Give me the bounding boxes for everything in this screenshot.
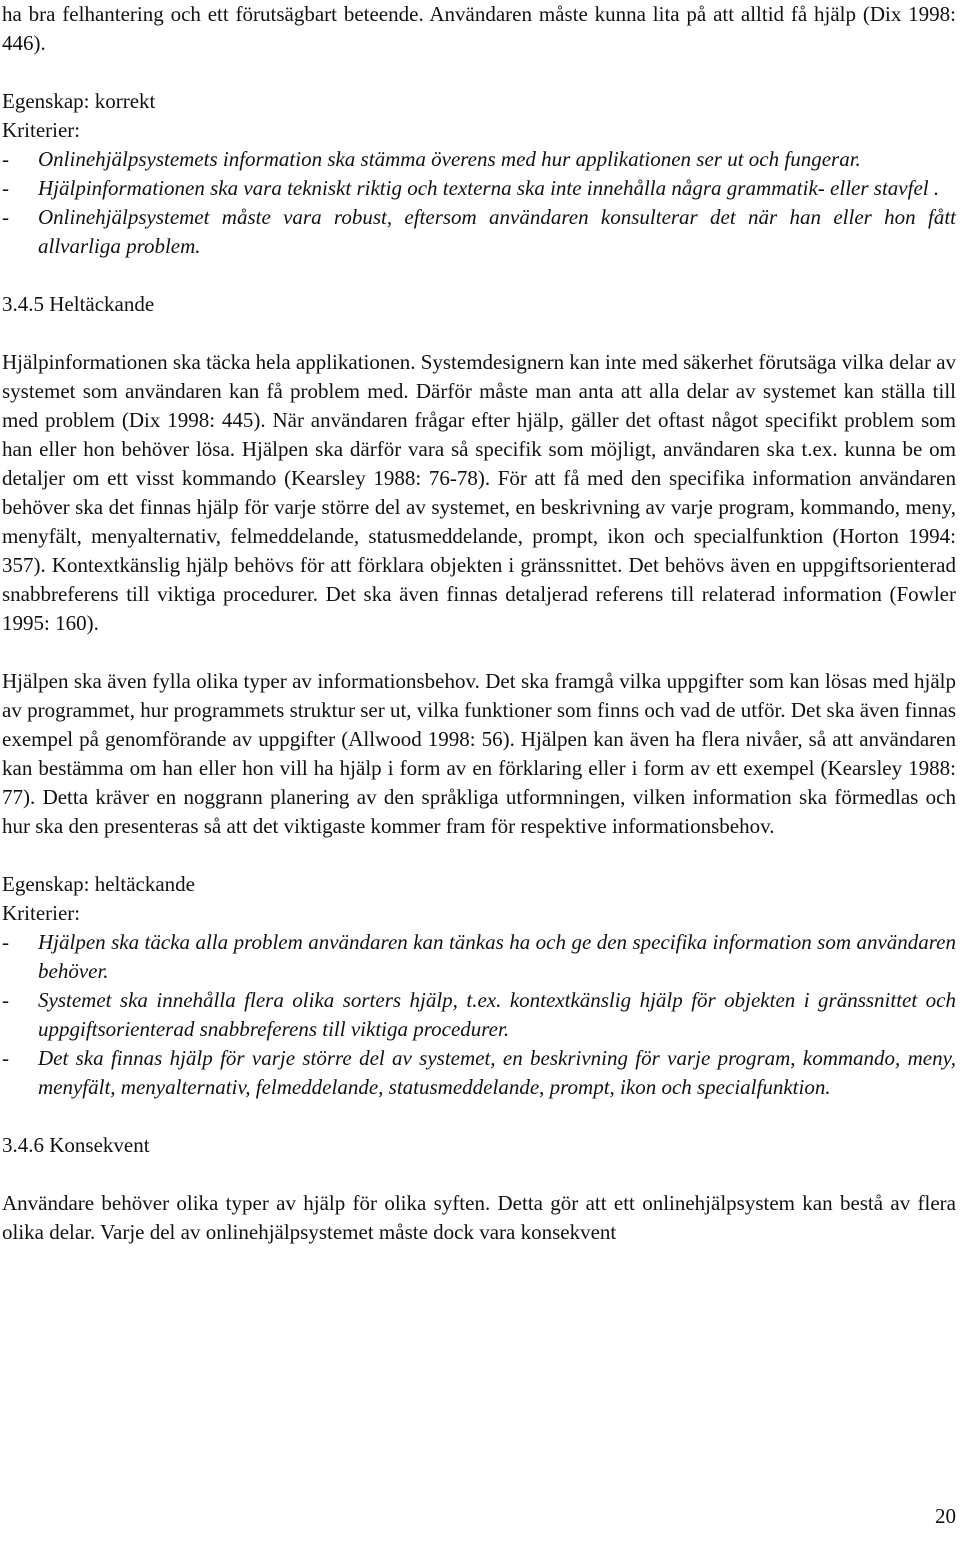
property-complete-heading	[2, 870, 956, 899]
property-label: Egenskap:	[2, 89, 90, 113]
criteria-label: Kriterier:	[2, 118, 81, 142]
body-paragraph: Användare behöver olika typer av hjälp för olika syften. Detta gör att ett onlinehjälpsystem kan bestå av flera olika delar. Varje del av onlinehjälpsystemet måste dock vara konsekvent	[2, 1191, 956, 1244]
property-correct-heading	[2, 87, 956, 116]
document-page	[2, 0, 956, 1247]
property-value: heltäckande	[94, 872, 196, 896]
section-heading-345: 3.4.5 Heltäckande	[2, 292, 155, 316]
list-item: - Onlinehjälpsystemets information ska stämma överens med hur applikationen ser ut och fungerar.	[2, 145, 956, 174]
list-item: - Systemet ska innehålla flera olika sorters hjälp, t.ex. kontextkänslig hjälp för objekten i gränssnittet och uppgiftsorienterad snabbreferens till viktiga procedurer.	[2, 988, 956, 1041]
list-item: - Onlinehjälpsystemet måste vara robust, eftersom användaren konsulterar det när han eller hon fått allvarliga problem.	[2, 205, 956, 258]
list-dash: -	[2, 205, 9, 229]
list-dash: -	[2, 147, 9, 171]
property-complete-block	[2, 870, 956, 1102]
page-number: 20	[935, 1504, 956, 1528]
body-paragraph: Hjälpinformationen ska täcka hela applikationen. Systemdesignern kan inte med säkerhet förutsäga vilka delar av systemet som användaren kan få problem med. Därför måste man anta att alla delar av systemet kan ställa till med problem (Dix 1998: 445). När användaren frågar efter hjälp, gäller det oftast något specifikt problem som han eller hon behöver lösa. Hjälpen ska därför vara så specifik som möjligt, användaren ska t.ex. kunna be om detaljer om ett visst kommando (Kearsley 1988: 76-78). För att få med den specifika information användaren behöver ska det finnas hjälp för varje större del av systemet, en beskrivning av varje program, kommando, meny, menyfält, menyalternativ, felmeddelande, statusmeddelande, prompt, ikon och specialfunktion (Horton 1994: 357). Kontextkänslig hjälp behövs för att förklara objekten i gränssnittet. Det behövs även en uppgiftsorienterad snabbreferens till viktiga procedurer. Det ska även finnas detaljerad referens till relaterad information (Fowler 1995: 160).	[2, 350, 957, 635]
criteria-list-correct	[2, 145, 956, 261]
list-item: - Det ska finnas hjälp för varje större del av systemet, en beskrivning för varje program, kommando, meny, menyfält, menyalternativ, felmeddelande, statusmeddelande, prompt, ikon och specialfunktion.	[2, 1046, 956, 1099]
list-item: - Hjälpinformationen ska vara tekniskt riktig och texterna ska inte innehålla några grammatik- eller stavfel .	[2, 174, 956, 203]
intro-paragraph: ha bra felhantering och ett förutsägbart beteende. Användaren måste kunna lita på att alltid få hjälp (Dix 1998: 446).	[2, 2, 956, 55]
property-value: korrekt	[94, 89, 156, 113]
list-item: - Hjälpen ska täcka alla problem användaren kan tänkas ha och ge den specifika information som användaren behöver.	[2, 930, 956, 983]
section-heading-346: 3.4.6 Konsekvent	[2, 1133, 150, 1157]
list-dash: -	[2, 930, 9, 954]
list-dash: -	[2, 176, 9, 200]
list-dash: -	[2, 988, 9, 1012]
property-correct-block	[2, 87, 956, 261]
property-label: Egenskap:	[2, 872, 90, 896]
body-paragraph: Hjälpen ska även fylla olika typer av informationsbehov. Det ska framgå vilka uppgifter som kan lösas med hjälp av programmet, hur programmets struktur ser ut, vilka funktioner som finns och vad de utför. Det ska även finnas exempel på genomförande av uppgifter (Allwood 1998: 56). Hjälpen kan även ha flera nivåer, så att användaren kan bestämma om han eller hon vill ha hjälp i form av en förklaring eller i form av ett exempel (Kearsley 1988: 77). Detta kräver en noggrann planering av den språkliga utformningen, vilken information ska förmedlas och hur ska den presenteras så att det viktigaste kommer fram för respektive informationsbehov.	[2, 669, 956, 838]
criteria-label: Kriterier:	[2, 901, 81, 925]
criteria-list-complete	[2, 928, 956, 1102]
list-dash: -	[2, 1046, 9, 1070]
